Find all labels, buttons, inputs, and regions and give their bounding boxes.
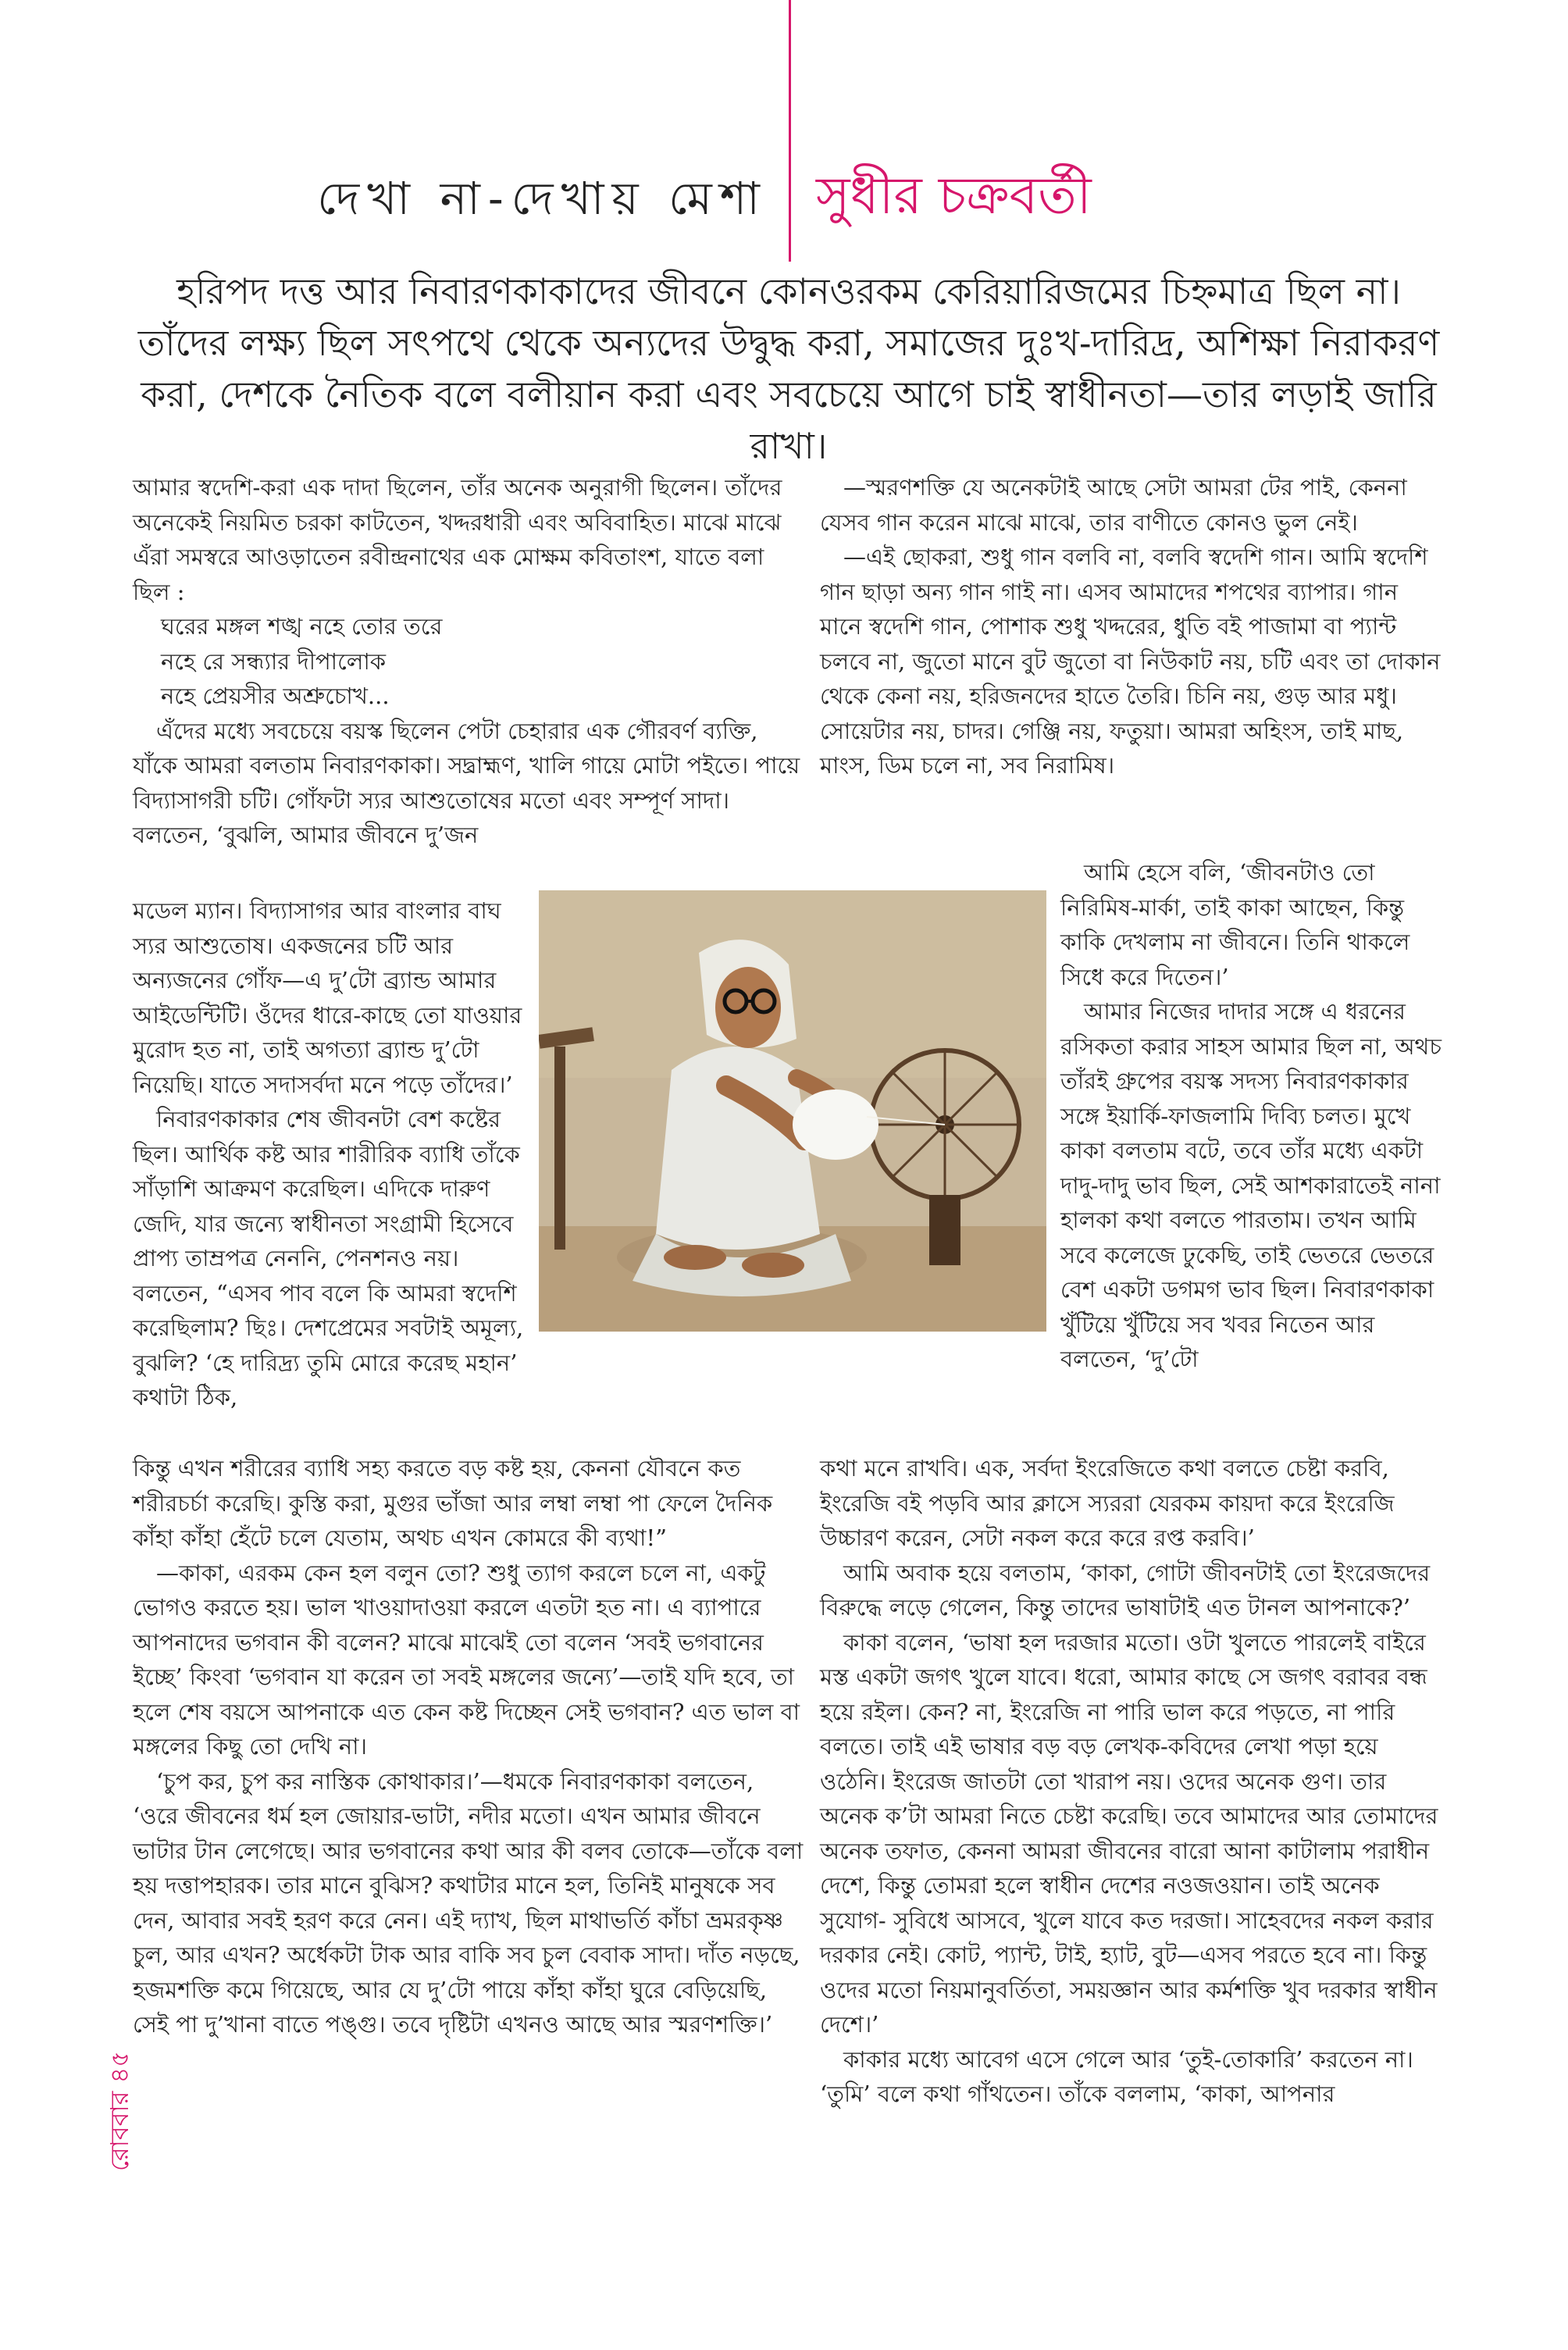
right-column-top: [820, 470, 1445, 783]
page-folio: রোববার ৪৫: [105, 2050, 134, 2171]
body-paragraph: কথা মনে রাখবি। এক, সর্বদা ইংরেজিতে কথা বলতে চেষ্টা করবি, ইংরেজি বই পড়বি আর ক্লাসে স্যররা যেরকম কায়দা করে ইংরেজি উচ্চারণ করেন, সেটা নকল করে করে রপ্ত করবি।’: [820, 1455, 1395, 1551]
body-paragraph: আমি হেসে বলি, ‘জীবনটাও তো নিরিমিষ-মার্কা, তাই কাকা আছেন, কিন্তু কাকি দেখলাম না জীবনে। তিনি থাকলে সিধে করে দিতেন।’: [1060, 859, 1410, 990]
right-column-bottom: [820, 1451, 1445, 2112]
verse-line: ঘরের মঙ্গল শঙ্খ নহে তোর তরে: [161, 613, 443, 640]
lead-paragraph: হরিপদ দত্ত আর নিবারণকাকাদের জীবনে কোনওরকম কেরিয়ারিজমের চিহ্নমাত্র ছিল না। তাঁদের লক্ষ্য ছিল সৎপথে থেকে অন্যদের উদ্বুদ্ধ করা, সমাজের দুঃখ-দারিদ্র, অশিক্ষা নিরাকরণ করা, দেশকে নৈতিক বলে বলীয়ান করা এবং সবচেয়ে আগে চাই স্বাধীনতা—তার লড়াই জারি রাখা।: [137, 270, 1440, 467]
body-paragraph: আমার স্বদেশি-করা এক দাদা ছিলেন, তাঁর অনেক অনুরাগী ছিলেন। তাঁদের অনেকেই নিয়মিত চরকা কাটতেন, খদ্দরধারী এবং অবিবাহিত। মাঝে মাঝে এঁরা সমস্বরে আওড়াতেন রবীন্দ্রনাথের এক মোক্ষম কবিতাংশ, যাতে বলা ছিল :: [133, 474, 782, 605]
left-column-bottom: [133, 1451, 804, 2042]
body-paragraph: —কাকা, এরকম কেন হল বলুন তো? শুধু ত্যাগ করলে চলে না, একটু ভোগও করতে হয়। ভাল খাওয়াদাওয়া করলে এতটা হত না। এ ব্যাপারে আপনাদের ভগবান কী বলেন? মাঝে মাঝেই তো বলেন ‘সবই ভগবানের ইচ্ছে’ কিংবা ‘ভগবান যা করেন তা সবই মঙ্গলের জন্যে’—তাই যদি হবে, তা হলে শেষ বয়সে আপনাকে এত কেন কষ্ট দিচ্ছেন সেই ভগবান? এত ভাল বা মঙ্গলের কিছু তো দেখি না।: [133, 1559, 800, 1760]
spinning-woman-illustration: [539, 890, 1046, 1332]
article-photo: [539, 890, 1046, 1332]
body-paragraph: —স্মরণশক্তি যে অনেকটাই আছে সেটা আমরা টের পাই, কেননা যেসব গান করেন মাঝে মাঝে, তার বাণীতে কোনও ভুল নেই।: [820, 474, 1407, 536]
article-header: [0, 156, 1568, 242]
body-paragraph: —এই ছোকরা, শুধু গান বলবি না, বলবি স্বদেশি গান। আমি স্বদেশি গান ছাড়া অন্য গান গাই না। এসব আমাদের শপথের ব্যাপার। গান মানে স্বদেশি গান, পোশাক শুধু খদ্দরের, ধুতি বই পাজামা বা প্যান্ট চলবে না, জুতো মানে বুট জুতো বা নিউকাট নয়, চটি এবং তা দোকান থেকে কেনা নয়, হরিজনদের হাতে তৈরি। চিনি নয়, গুড় আর মধু। সোয়েটার নয়, চাদর। গেঞ্জি নয়, ফতুয়া। আমরা অহিংস, তাই মাছ, মাংস, ডিম চলে না, সব নিরামিষ।: [820, 544, 1441, 779]
body-paragraph: মডেল ম্যান। বিদ্যাসাগর আর বাংলার বাঘ স্যর আশুতোষ। একজনের চটি আর অন্যজনের গোঁফ—এ দু’টো ব্র্যান্ড আমার আইডেন্টিটি। ওঁদের ধারে-কাছে তো যাওয়ার মুরোদ হত না, তাই অগত্যা ব্র্যান্ড দু’টো নিয়েছি। যাতে সদাসর্বদা মনে পড়ে তাঁদের।’: [133, 897, 522, 1098]
verse-line: নহে প্রেয়সীর অশ্রুচোখ...: [161, 683, 390, 709]
body-paragraph: ‘চুপ কর, চুপ কর নাস্তিক কোথাকার।’—ধমকে নিবারণকাকা বলতেন, ‘ওরে জীবনের ধর্ম হল জোয়ার-ভাটা, নদীর মতো। এখন আমার জীবনে ভাটার টান লেগেছে। আর ভগবানের কথা আর কী বলব তোকে—তাঁকে বলা হয় দত্তাপহারক। তার মানে বুঝিস? কথাটার মানে হল, তিনিই মানুষকে সব দেন, আবার সবই হরণ করে নেন। এই দ্যাখ, ছিল মাথাভর্তি কাঁচা ভ্রমরকৃষ্ণ চুল, আর এখন? অর্ধেকটা টাক আর বাকি সব চুল বেবাক সাদা। দাঁত নড়ছে, হজমশক্তি কমে গিয়েছে, আর যে দু’টো পায়ে কাঁহা কাঁহা ঘুরে বেড়িয়েছি, সেই পা দু’খানা বাতে পঙ্গু। তবে দৃষ্টিটা এখনও আছে আর স্মরণশক্তি।’: [133, 1767, 804, 2038]
series-title: দেখা না-দেখায় মেশা: [317, 172, 768, 225]
author-name: সুধীর চক্রবর্তী: [816, 166, 1092, 226]
body-paragraph: আমার নিজের দাদার সঙ্গে এ ধরনের রসিকতা করার সাহস আমার ছিল না, অথচ তাঁরই গ্রুপের বয়স্ক সদস্য নিবারণকাকার সঙ্গে ইয়ার্কি-ফাজলামি দিব্যি চলত। মুখে কাকা বলতাম বটে, তবে তাঁর মধ্যে একটা দাদু-দাদু ভাব ছিল, সেই আশকারাতেই নানা হালকা কথা বলতে পারতাম। তখন আমি সবে কলেজে ঢুকেছি, তাই ভেতরে ভেতরে বেশ একটা ডগমগ ভাব ছিল। নিবারণকাকা খুঁটিয়ে খুঁটিয়ে সব খবর নিতেন আর বলতেন, ‘দু’টো: [1060, 998, 1441, 1372]
body-paragraph: এঁদের মধ্যে সবচেয়ে বয়স্ক ছিলেন পেটা চেহারার এক গৌরবর্ণ ব্যক্তি, যাঁকে আমরা বলতাম নিবারণকাকা। সদ্ব্রাহ্মণ, খালি গায়ে মোটা পইতে। পায়ে বিদ্যাসাগরী চটি। গোঁফটা স্যর আশুতোষের মতো এবং সম্পূর্ণ সাদা। বলতেন, ‘বুঝলি, আমার জীবনে দু’জন: [133, 717, 800, 848]
body-paragraph: আমি অবাক হয়ে বলতাম, ‘কাকা, গোটা জীবনটাই তো ইংরেজদের বিরুদ্ধে লড়ে গেলেন, কিন্তু তাদের ভাষাটাই এত টানল আপনাকে?’: [820, 1559, 1431, 1621]
verse-line: নহে রে সন্ধ্যার দীপালোক: [161, 647, 387, 675]
body-paragraph: কিন্তু এখন শরীরের ব্যাধি সহ্য করতে বড় কষ্ট হয়, কেননা যৌবনে কত শরীরচর্চা করেছি। কুস্তি করা, মুগুর ভাঁজা আর লম্বা লম্বা পা ফেলে দৈনিক কাঁহা কাঁহা হেঁটে চলে যেতাম, অথচ এখন কোমরে কী ব্যথা!”: [133, 1455, 773, 1551]
body-paragraph: কাকা বলেন, ‘ভাষা হল দরজার মতো। ওটা খুলতে পারলেই বাইরে মস্ত একটা জগৎ খুলে যাবে। ধরো, আমার কাছে সে জগৎ বরাবর বন্ধ হয়ে রইল। কেন? না, ইংরেজি না পারি ভাল করে পড়তে, না পারি বলতে। তাই এই ভাষার বড় বড় লেখক-কবিদের লেখা পড়া হয়ে ওঠেনি। ইংরেজ জাতটা তো খারাপ নয়। ওদের অনেক গুণ। তার অনেক ক’টা আমরা নিতে চেষ্টা করেছি। তবে আমাদের আর তোমাদের অনেক তফাত, কেননা আমরা জীবনের বারো আনা কাটালাম পরাধীন দেশে, কিন্তু তোমরা হলে স্বাধীন দেশের নওজওয়ান। তাই অনেক সুযোগ- সুবিধে আসবে, খুলে যাবে কত দরজা। সাহেবদের নকল করার দরকার নেই। কোট, প্যান্ট, টাই, হ্যাট, বুট—এসব পরতে হবে না। কিন্তু ওদের মতো নিয়মানুবর্তিতা, সময়জ্ঞান আর কর্মশক্তি খুব দরকার স্বাধীন দেশে।’: [820, 1628, 1438, 2038]
right-column-narrow: [1060, 855, 1443, 1377]
left-column-narrow: [133, 893, 527, 1415]
body-paragraph: নিবারণকাকার শেষ জীবনটা বেশ কষ্টের ছিল। আর্থিক কষ্ট আর শারীরিক ব্যাধি তাঁকে সাঁড়াশি আক্রমণ করেছিল। এদিকে দারুণ জেদি, যার জন্যে স্বাধীনতা সংগ্রামী হিসেবে প্রাপ্য তাম্রপত্র নেননি, পেনশনও নয়। বলতেন, “এসব পাব বলে কি আমরা স্বদেশি করেছিলাম? ছিঃ। দেশপ্রেমের সবটাই অমূল্য, বুঝলি? ‘হে দারিদ্র্য তুমি মোরে করেছ মহান’ কথাটা ঠিক,: [133, 1106, 524, 1410]
left-column-top: [133, 470, 804, 853]
body-paragraph: কাকার মধ্যে আবেগ এসে গেলে আর ‘তুই-তোকারি’ করতেন না। ‘তুমি’ বলে কথা গাঁথতেন। তাঁকে বললাম, ‘কাকা, আপনার: [820, 2045, 1413, 2107]
